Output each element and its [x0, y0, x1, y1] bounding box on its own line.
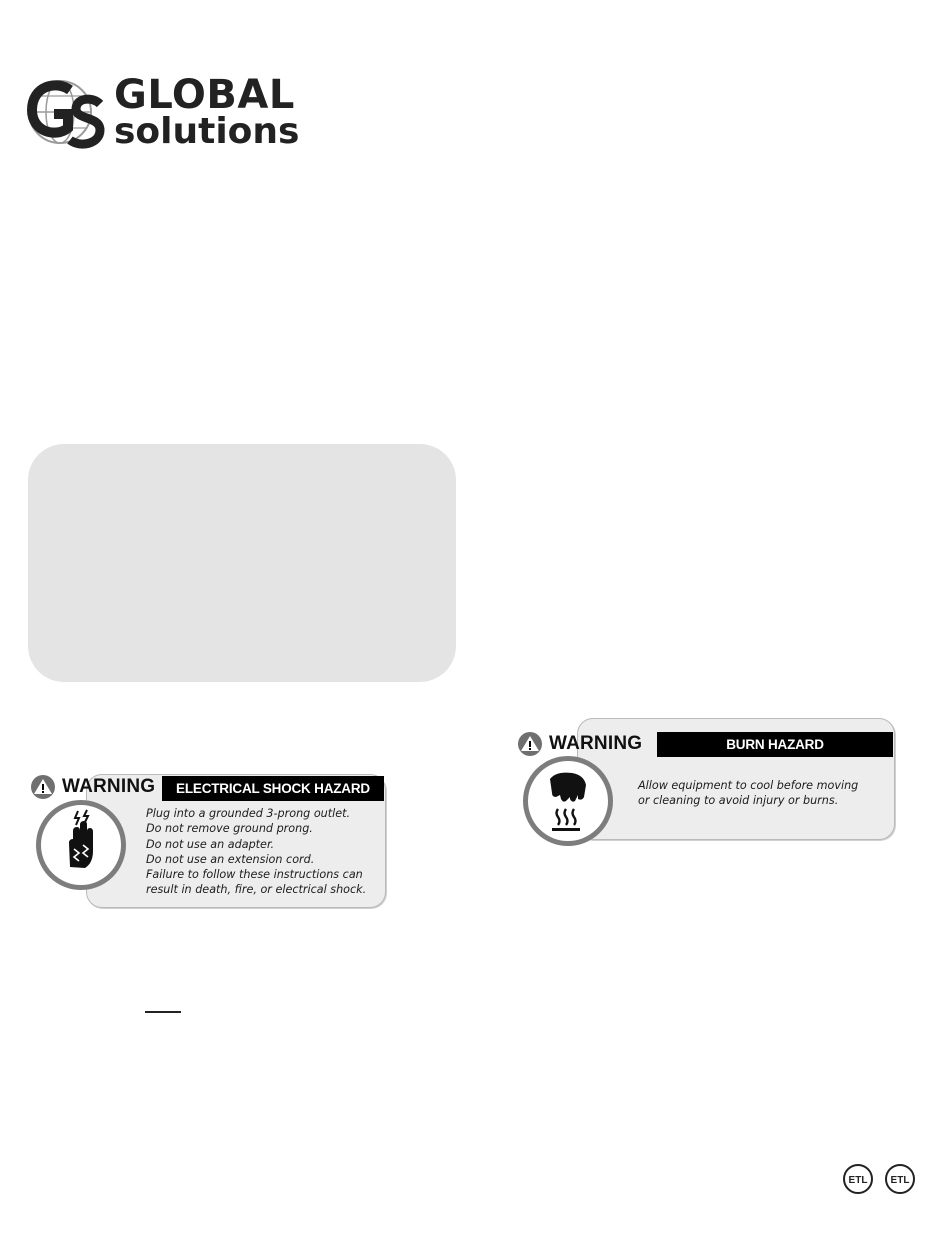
warning-line: Allow equipment to cool before moving — [638, 779, 859, 792]
warning-title: BURN HAZARD — [726, 737, 824, 752]
warning-line: Do not remove ground prong. — [146, 822, 313, 836]
warning-line: Do not use an adapter. — [146, 837, 275, 851]
etl-mark-text: ETL — [848, 1175, 868, 1186]
hot-surface-hand-icon — [528, 761, 608, 841]
electrical-shock-warning-label — [28, 772, 388, 912]
warning-line: or cleaning to avoid injury or burns. — [638, 794, 839, 808]
info-panel — [28, 444, 456, 682]
warning-line: Do not use an extension cord. — [146, 852, 315, 866]
gs-logo-mark-icon — [26, 76, 106, 152]
warning-word: WARNING — [549, 733, 643, 754]
burn-hazard-warning-label — [515, 718, 900, 858]
warning-line: Failure to follow these instructions can — [146, 868, 363, 882]
warning-triangle-icon — [517, 732, 543, 756]
electric-shock-hand-icon — [41, 805, 121, 885]
warning-line: Plug into a grounded 3-prong outlet. — [146, 807, 351, 820]
etl-mark-text: ETL — [890, 1175, 910, 1186]
company-logo — [26, 72, 300, 152]
etl-sanitation-icon — [884, 1163, 916, 1195]
logo-wordmark-global: GLOBAL — [114, 72, 295, 118]
logo-wordmark-solutions: solutions — [114, 111, 300, 152]
etl-listed-icon — [842, 1163, 874, 1195]
underline-mark — [145, 1011, 181, 1013]
warning-word: WARNING — [62, 776, 156, 797]
warning-triangle-icon — [30, 775, 56, 799]
warning-line: result in death, fire, or electrical shock. — [146, 883, 367, 897]
warning-title: ELECTRICAL SHOCK HAZARD — [176, 781, 370, 796]
